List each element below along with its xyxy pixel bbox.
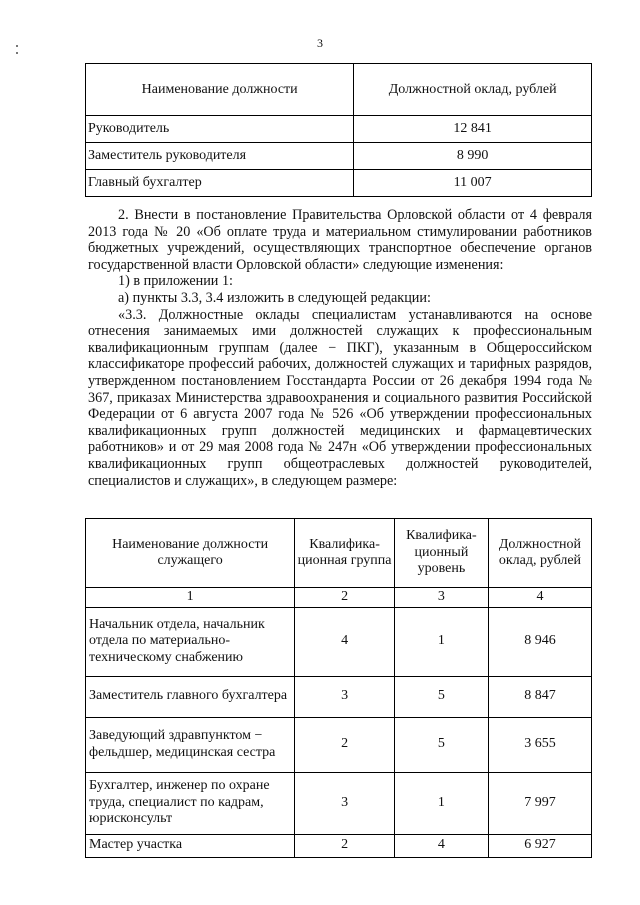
qualification-level-cell: 5 <box>394 717 488 772</box>
salary-cell: 3 655 <box>488 717 591 772</box>
salary-cell: 7 997 <box>488 772 591 834</box>
paragraph: 2. Внести в постановление Правительства Орловской области от 4 февраля 2013 года № 20 «Об оплате труда и материальном стимулировании работников бюджетных учреждений, осуществляющих транспортное обеспечение органов государственной власти Орловской области» следующие изменения: <box>88 207 592 273</box>
column-number-cell: 4 <box>488 588 591 608</box>
position-cell: Начальник отдела, начальник отдела по материально-техническому снабжению <box>86 607 295 676</box>
table-row <box>86 834 592 857</box>
qualification-group-cell: 4 <box>295 607 395 676</box>
table-row <box>86 717 592 772</box>
salary-cell: 6 927 <box>488 834 591 857</box>
salary-cell: 12 841 <box>354 116 592 143</box>
position-cell: Заместитель руководителя <box>86 143 354 170</box>
qualification-level-cell: 1 <box>394 607 488 676</box>
position-cell: Бухгалтер, инженер по охране труда, специалист по кадрам, юрисконсульт <box>86 772 295 834</box>
qualification-group-cell: 2 <box>295 717 395 772</box>
salary-table-specialists <box>85 518 592 858</box>
table-row <box>86 116 592 143</box>
position-cell: Заведующий здравпунктом − фельдшер, медицинская сестра <box>86 717 295 772</box>
scan-margin-marks <box>16 40 20 60</box>
qualification-level-cell: 4 <box>394 834 488 857</box>
salary-cell: 11 007 <box>354 170 592 197</box>
column-number-cell: 3 <box>394 588 488 608</box>
page-number: 3 <box>317 36 323 50</box>
table-header-cell: Наименование должности служащего <box>86 519 295 588</box>
column-number-cell: 1 <box>86 588 295 608</box>
qualification-level-cell: 5 <box>394 676 488 717</box>
qualification-group-cell: 3 <box>295 772 395 834</box>
table-row <box>86 607 592 676</box>
document-body <box>88 207 592 489</box>
salary-cell: 8 946 <box>488 607 591 676</box>
salary-cell: 8 847 <box>488 676 591 717</box>
qualification-level-cell: 1 <box>394 772 488 834</box>
paragraph: «3.3. Должностные оклады специалистам устанавливаются на основе отнесения занимаемых ими должностей служащих к профессиональным квалификационным группам (далее − ПКГ), указанным в Общероссийском классификаторе профессий рабочих, должностей служащих и тарифных разрядов, утвержденном постановлением Госстандарта России от 26 декабря 1994 года № 367, приказах Министерства здравоохранения и социального развития Российской Федерации от 6 августа 2007 года № 526 «Об утверждении профессиональных квалификационных групп должностей медицинских и фармацевтических работников» и от 29 мая 2008 года № 247н «Об утверждении профессиональных квалификационных групп общеотраслевых должностей руководителей, специалистов и служащих», в следующем размере: <box>88 306 592 489</box>
column-number-row <box>86 588 592 608</box>
paragraph: 1) в приложении 1: <box>118 273 233 290</box>
column-number-cell: 2 <box>295 588 395 608</box>
table-header-cell: Должностной оклад, рублей <box>354 64 592 116</box>
table-row <box>86 772 592 834</box>
table-header-row <box>86 64 592 116</box>
salary-table-management <box>85 63 592 197</box>
table-header-row <box>86 519 592 588</box>
position-cell: Руководитель <box>86 116 354 143</box>
position-cell: Заместитель главного бухгалтера <box>86 676 295 717</box>
position-cell: Главный бухгалтер <box>86 170 354 197</box>
salary-cell: 8 990 <box>354 143 592 170</box>
table-header-cell: Квалифика-ционный уровень <box>394 519 488 588</box>
position-cell: Мастер участка <box>86 834 295 857</box>
table-header-cell: Должностной оклад, рублей <box>488 519 591 588</box>
paragraph: а) пункты 3.3, 3.4 изложить в следующей редакции: <box>118 289 431 306</box>
table-header-cell: Наименование должности <box>86 64 354 116</box>
table-row <box>86 170 592 197</box>
qualification-group-cell: 3 <box>295 676 395 717</box>
table-row <box>86 143 592 170</box>
qualification-group-cell: 2 <box>295 834 395 857</box>
table-header-cell: Квалифика-ционная группа <box>295 519 395 588</box>
table-row <box>86 676 592 717</box>
